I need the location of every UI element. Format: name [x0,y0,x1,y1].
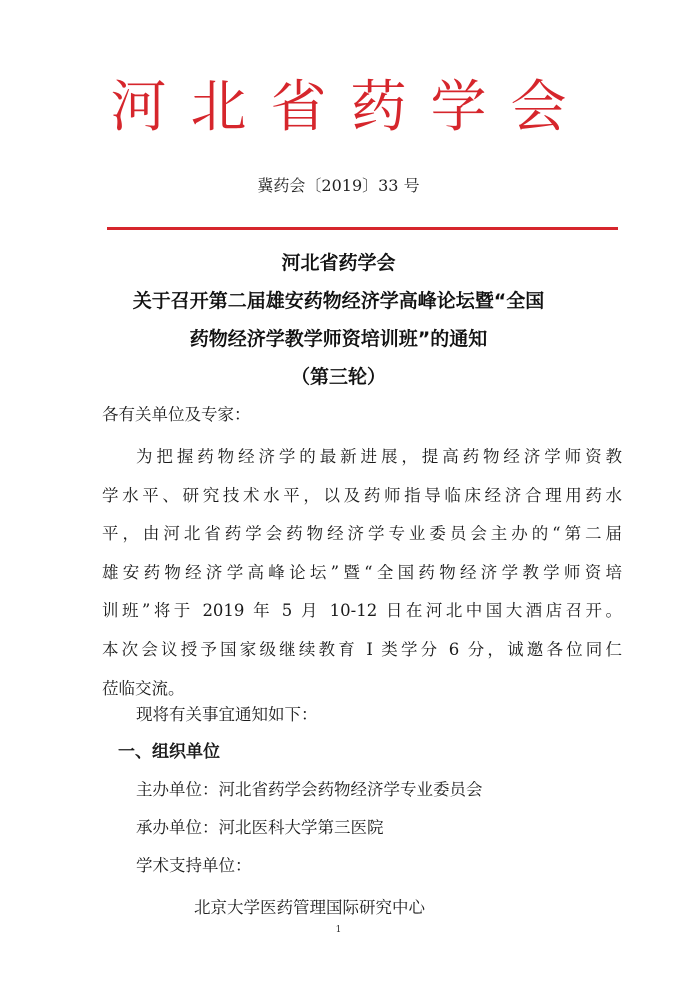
paragraph-line: 莅临交流。 [102,678,185,698]
letterhead-org-name: 河北省药学会 [110,75,591,140]
academic-support-unit: 北京大学医药管理国际研究中心 [194,898,425,917]
heading-line-2: 关于召开第二届雄安药物经济学高峰论坛暨“全国 [132,290,545,312]
paragraph-line: 本次会议授予国家级继续教育 I 类学分 6 分，诚邀各位同仁 [102,639,622,659]
page-number: 1 [335,925,342,935]
paragraph-line: 为把握药物经济学的最新进展，提高药物经济学师资教 [136,447,622,466]
paragraph-line: 平，由河北省药学会药物经济学专业委员会主办的“第二届 [102,524,622,544]
heading-line-4: （第三轮） [290,366,386,388]
paragraph-line: 雄安药物经济学高峰论坛”暨“全国药物经济学教学师资培 [102,562,622,582]
paragraph-line: 训班”将于 2019 年 5 月 10-12 日在河北中国大酒店召开。 [102,601,622,621]
document-number: 冀药会〔2019〕33 号 [257,176,420,195]
paragraph-line: 学水平、研究技术水平，以及药师指导临床经济合理用药水 [102,485,622,505]
salutation: 各有关单位及专家： [102,405,251,424]
academic-support-label: 学术支持单位： [136,856,252,875]
heading-line-1: 河北省药学会 [281,252,396,274]
red-divider-line [107,227,618,230]
host-unit: 主办单位：河北省药学会药物经济学专业委员会 [136,780,483,799]
body-paragraph [102,438,622,708]
notice-line: 现将有关事宜通知如下： [136,705,318,724]
section-title-organizers: 一、组织单位 [118,742,220,762]
heading-line-3: 药物经济学教学师资培训班”的通知 [189,328,488,350]
organizer-unit: 承办单位：河北医科大学第三医院 [136,818,384,837]
